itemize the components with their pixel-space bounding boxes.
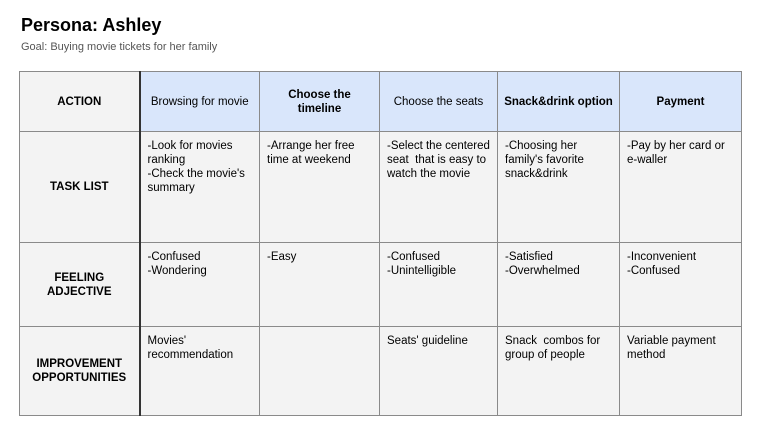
row-label-feeling-adjective: FEELING ADJECTIVE [20,243,140,327]
feeling-cell-seats [380,243,498,327]
cell-text: -Wondering [147,265,207,277]
cell-text: -Pay by her card or e-waller [627,140,728,166]
feeling-cell-snack [498,243,620,327]
cell-text: -Select the centered seat that is easy to watch the movie [387,140,494,180]
improvement-cell-snack [498,327,620,416]
feeling-cell-payment [620,243,742,327]
journey-map-table [19,71,742,416]
cell-text: -Confused [627,265,681,277]
improvement-cell-browsing [140,327,260,416]
task-cell-seats [380,132,498,243]
action-header-payment: Payment [620,72,742,132]
action-header-timeline: Choose the timeline [260,72,380,132]
task-cell-payment [620,132,742,243]
feeling-adjective-row [20,243,742,327]
improvement-cell-payment [620,327,742,416]
action-header-browsing: Browsing for movie [140,72,260,132]
improvement-cell-timeline [260,327,380,416]
cell-text: -Check the movie's summary [147,168,249,194]
action-header-row [20,72,742,132]
cell-text: -Overwhelmed [505,265,580,277]
row-label-task-list: TASK LIST [20,132,140,243]
cell-text: Movies' recommendation [147,335,234,361]
task-cell-browsing [140,132,260,243]
cell-text: -Confused [387,251,441,263]
persona-goal: Goal: Buying movie tickets for her family [21,41,218,53]
row-label-improvement-opportunities: IMPROVEMENT OPPORTUNITIES [20,327,140,416]
task-list-row [20,132,742,243]
improvement-cell-seats [380,327,498,416]
cell-text: -Satisfied [505,251,553,263]
action-header-seats: Choose the seats [380,72,498,132]
feeling-cell-timeline [260,243,380,327]
cell-text: -Inconvenient [627,251,697,263]
cell-text: -Easy [267,251,297,263]
cell-text: -Unintelligible [387,265,457,277]
cell-text: Seats' guideline [387,335,468,347]
task-cell-snack [498,132,620,243]
cell-text: -Look for movies ranking [147,140,236,166]
page-title: Persona: Ashley [21,15,162,35]
action-header-snack: Snack&drink option [498,72,620,132]
cell-text: Variable payment method [627,335,719,361]
action-corner-label: ACTION [20,72,140,132]
feeling-cell-browsing [140,243,260,327]
cell-text: -Choosing her family's favorite snack&drink [505,140,588,180]
cell-text: -Arrange her free time at weekend [267,140,358,166]
improvement-opportunities-row [20,327,742,416]
cell-text: -Confused [147,251,201,263]
task-cell-timeline [260,132,380,243]
cell-text: Snack combos for group of people [505,335,604,361]
